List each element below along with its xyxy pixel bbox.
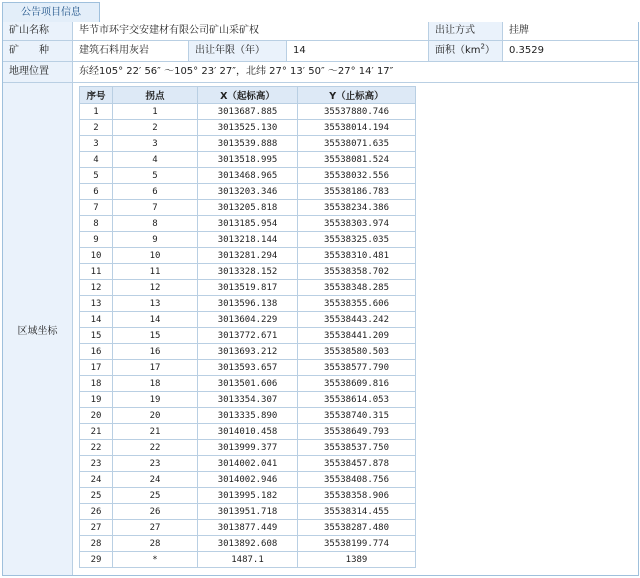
table-row [80, 360, 416, 376]
row-x: 3014010.458 [198, 424, 298, 440]
row-point: 18 [113, 376, 198, 392]
table-row [80, 216, 416, 232]
row-y: 35538310.481 [298, 248, 416, 264]
row-index: 22 [80, 440, 113, 456]
row-point: 22 [113, 440, 198, 456]
row-point: 5 [113, 168, 198, 184]
row-index: 12 [80, 280, 113, 296]
row-y: 35538408.756 [298, 472, 416, 488]
row-x: 3013518.995 [198, 152, 298, 168]
row-point: 16 [113, 344, 198, 360]
table-row [80, 376, 416, 392]
transfer-method-label: 出让方式 [429, 22, 503, 41]
row-x: 3013892.608 [198, 536, 298, 552]
info-panel [2, 22, 639, 576]
row-index: 18 [80, 376, 113, 392]
row-point: 11 [113, 264, 198, 280]
row-index: 11 [80, 264, 113, 280]
row-point: 25 [113, 488, 198, 504]
tab-announcement-info[interactable]: 公告项目信息 [2, 2, 100, 22]
location-label: 地理位置 [3, 62, 73, 83]
row-y: 35538443.242 [298, 312, 416, 328]
location-value: 东经105° 22′ 56″ ～105° 23′ 27″，北纬 27° 13′ 50″ ～27° 14′ 17″ [73, 62, 638, 83]
row-index: 14 [80, 312, 113, 328]
mineral-label: 矿 种 [3, 41, 73, 62]
row-point: 12 [113, 280, 198, 296]
row-point: 26 [113, 504, 198, 520]
row-point: 28 [113, 536, 198, 552]
row-index: 25 [80, 488, 113, 504]
row-y: 35538032.556 [298, 168, 416, 184]
row-x: 3013354.307 [198, 392, 298, 408]
row-x: 3013468.965 [198, 168, 298, 184]
row-y: 35538014.194 [298, 120, 416, 136]
row-index: 2 [80, 120, 113, 136]
coords-label-text: 区域坐标 [17, 325, 58, 337]
row-x: 3013519.817 [198, 280, 298, 296]
table-row [80, 104, 416, 120]
row-point: 1 [113, 104, 198, 120]
row-index: 9 [80, 232, 113, 248]
row-x: 1487.1 [198, 552, 298, 568]
area-value: 0.3529 [503, 41, 638, 62]
table-row [80, 552, 416, 568]
term-label: 出让年限（年） [189, 41, 287, 62]
table-row [80, 232, 416, 248]
row-y: 35538199.774 [298, 536, 416, 552]
row-x: 3013335.890 [198, 408, 298, 424]
row-point: 20 [113, 408, 198, 424]
row-index: 15 [80, 328, 113, 344]
row-point: 24 [113, 472, 198, 488]
row-y: 35538348.285 [298, 280, 416, 296]
row-x: 3013596.138 [198, 296, 298, 312]
row-index: 5 [80, 168, 113, 184]
table-row [80, 472, 416, 488]
row-y: 35537880.746 [298, 104, 416, 120]
row-point: 23 [113, 456, 198, 472]
row-index: 4 [80, 152, 113, 168]
row-index: 20 [80, 408, 113, 424]
table-row [80, 248, 416, 264]
row-x: 3013693.212 [198, 344, 298, 360]
row-y: 35538081.524 [298, 152, 416, 168]
table-row [80, 296, 416, 312]
row-point: 9 [113, 232, 198, 248]
row-point: * [113, 552, 198, 568]
table-row [80, 536, 416, 552]
row-x: 3013995.182 [198, 488, 298, 504]
row-y: 35538234.386 [298, 200, 416, 216]
row-x: 3014002.946 [198, 472, 298, 488]
row-point: 17 [113, 360, 198, 376]
row-y: 35538609.816 [298, 376, 416, 392]
row-x: 3013185.954 [198, 216, 298, 232]
header-y: Y（止标高） [298, 87, 416, 104]
area-label [429, 41, 503, 62]
row-index: 8 [80, 216, 113, 232]
row-index: 23 [80, 456, 113, 472]
row-y: 35538303.974 [298, 216, 416, 232]
table-row [80, 408, 416, 424]
table-row [80, 136, 416, 152]
row-x: 3013281.294 [198, 248, 298, 264]
row-y: 35538457.878 [298, 456, 416, 472]
table-row [80, 120, 416, 136]
row-point: 10 [113, 248, 198, 264]
table-row [80, 328, 416, 344]
row-index: 21 [80, 424, 113, 440]
row-index: 3 [80, 136, 113, 152]
coords-body [80, 104, 416, 568]
row-y: 35538537.750 [298, 440, 416, 456]
row-point: 21 [113, 424, 198, 440]
header-x: X（起标高） [198, 87, 298, 104]
row-x: 3013999.377 [198, 440, 298, 456]
table-row [80, 392, 416, 408]
table-row [80, 168, 416, 184]
row-y: 35538441.209 [298, 328, 416, 344]
row-y: 35538580.503 [298, 344, 416, 360]
row-index: 13 [80, 296, 113, 312]
header-index: 序号 [80, 87, 113, 104]
table-row [80, 152, 416, 168]
row-index: 7 [80, 200, 113, 216]
area-unit-sup: 2 [480, 42, 486, 51]
row-y: 35538186.783 [298, 184, 416, 200]
row-y: 35538325.035 [298, 232, 416, 248]
row-point: 27 [113, 520, 198, 536]
table-row [80, 200, 416, 216]
row-y: 35538071.635 [298, 136, 416, 152]
row-x: 3013604.229 [198, 312, 298, 328]
row-index: 24 [80, 472, 113, 488]
row-index: 28 [80, 536, 113, 552]
row-x: 3013877.449 [198, 520, 298, 536]
transfer-method-value: 挂牌 [503, 22, 638, 41]
mineral-value: 建筑石料用灰岩 [73, 41, 189, 62]
table-row [80, 520, 416, 536]
table-row [80, 344, 416, 360]
row-y: 35538355.606 [298, 296, 416, 312]
mine-name-value: 毕节市环宇交安建材有限公司矿山采矿权 [73, 22, 429, 41]
area-label-end: ） [485, 45, 496, 56]
row-x: 3013525.130 [198, 120, 298, 136]
table-row [80, 280, 416, 296]
row-x: 3013951.718 [198, 504, 298, 520]
row-point: 2 [113, 120, 198, 136]
row-x: 3013203.346 [198, 184, 298, 200]
row-index: 10 [80, 248, 113, 264]
row-index: 26 [80, 504, 113, 520]
row-x: 3013205.818 [198, 200, 298, 216]
row-y: 35538740.315 [298, 408, 416, 424]
row-index: 17 [80, 360, 113, 376]
table-row [80, 456, 416, 472]
row-x: 3013218.144 [198, 232, 298, 248]
table-row [80, 488, 416, 504]
coords-header-row [80, 87, 416, 104]
table-row [80, 264, 416, 280]
row-x: 3013539.888 [198, 136, 298, 152]
row-y: 35538577.790 [298, 360, 416, 376]
row-x: 3013687.885 [198, 104, 298, 120]
table-row [80, 440, 416, 456]
row-x: 3013593.657 [198, 360, 298, 376]
table-row [80, 312, 416, 328]
header-point: 拐点 [113, 87, 198, 104]
row-y: 35538287.480 [298, 520, 416, 536]
row-x: 3013501.606 [198, 376, 298, 392]
row-y: 1389 [298, 552, 416, 568]
area-label-text: 面积（km [435, 45, 481, 56]
row-index: 1 [80, 104, 113, 120]
row-index: 19 [80, 392, 113, 408]
row-index: 6 [80, 184, 113, 200]
row-y: 35538314.455 [298, 504, 416, 520]
row-y: 35538358.702 [298, 264, 416, 280]
mine-name-label: 矿山名称 [3, 22, 73, 41]
row-point: 19 [113, 392, 198, 408]
row-index: 16 [80, 344, 113, 360]
row-y: 35538614.053 [298, 392, 416, 408]
row-point: 13 [113, 296, 198, 312]
row-point: 8 [113, 216, 198, 232]
row-point: 7 [113, 200, 198, 216]
row-point: 14 [113, 312, 198, 328]
term-value: 14 [287, 41, 429, 62]
row-index: 27 [80, 520, 113, 536]
row-point: 3 [113, 136, 198, 152]
table-row [80, 424, 416, 440]
row-x: 3013328.152 [198, 264, 298, 280]
row-x: 3013772.671 [198, 328, 298, 344]
row-index: 29 [80, 552, 113, 568]
row-point: 15 [113, 328, 198, 344]
row-x: 3014002.041 [198, 456, 298, 472]
coords-label [3, 83, 73, 575]
row-point: 4 [113, 152, 198, 168]
table-row [80, 504, 416, 520]
row-y: 35538649.793 [298, 424, 416, 440]
row-y: 35538358.906 [298, 488, 416, 504]
coords-table [79, 86, 416, 568]
row-point: 6 [113, 184, 198, 200]
tab-bar [2, 2, 638, 23]
table-row [80, 184, 416, 200]
